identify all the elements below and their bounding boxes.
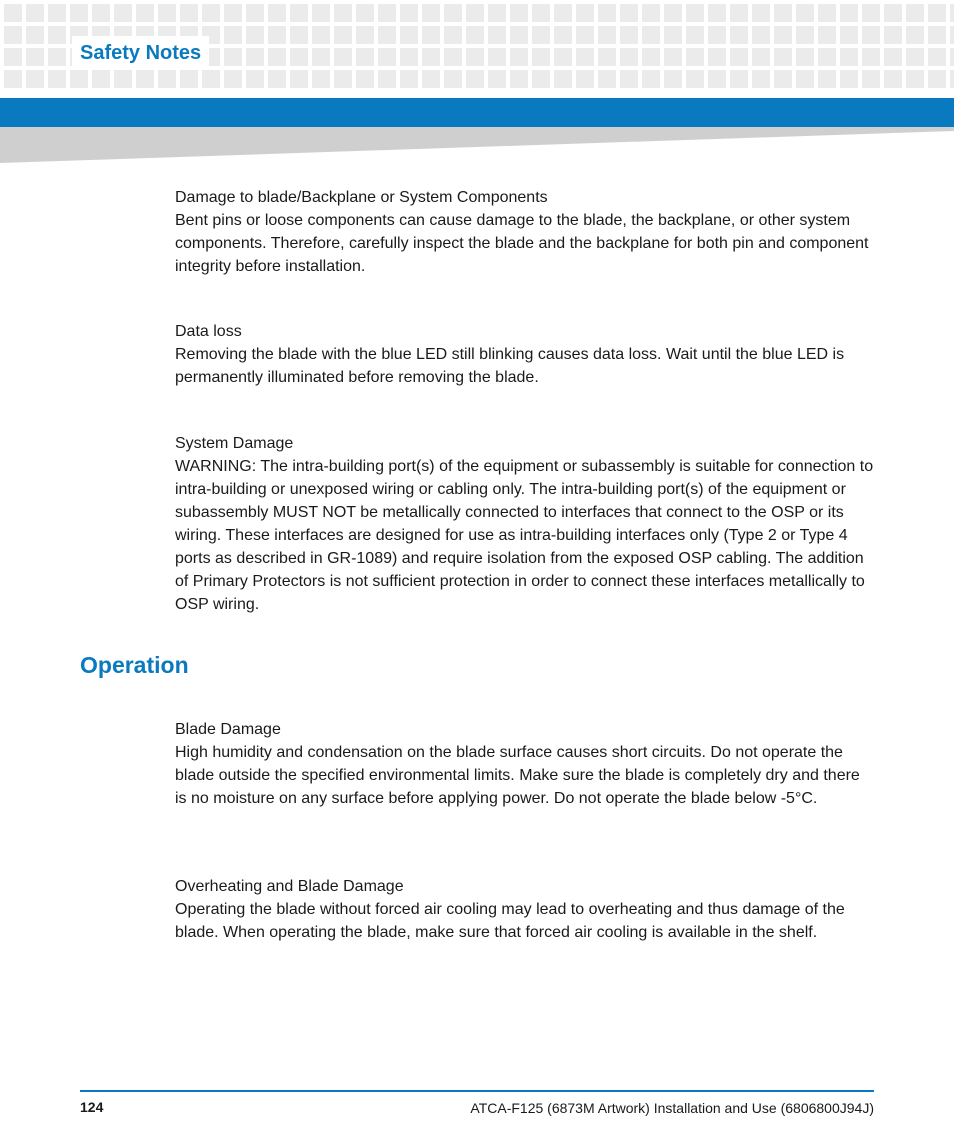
page-header-title: Safety Notes [72,36,209,70]
header-tile [598,4,616,22]
header-tile [224,4,242,22]
header-tile [664,70,682,88]
header-tile [26,48,44,66]
header-tile [576,26,594,44]
header-tile [642,48,660,66]
header-tile [290,48,308,66]
header-tile [532,26,550,44]
header-tile [356,48,374,66]
header-tile [378,70,396,88]
header-tile [488,26,506,44]
header-tile [400,4,418,22]
header-tile [334,70,352,88]
header-tile [862,48,880,66]
header-tile [466,26,484,44]
header-tile [796,48,814,66]
header-tile [224,48,242,66]
header-tile [928,4,946,22]
header-tile [334,48,352,66]
header-tile [70,70,88,88]
header-tile [422,48,440,66]
header-tile [730,26,748,44]
header-tile [840,4,858,22]
header-tile [466,4,484,22]
header-tile [774,70,792,88]
header-tile [510,26,528,44]
header-tile [774,4,792,22]
header-tile [180,4,198,22]
header-tile [884,70,902,88]
header-tile [686,70,704,88]
header-tile [510,70,528,88]
header-tile [4,48,22,66]
header-tile [554,26,572,44]
header-tile [598,48,616,66]
section-title-operation: Operation [80,652,189,678]
header-tile [224,70,242,88]
header-tile [818,26,836,44]
header-tile [202,4,220,22]
header-tile [928,48,946,66]
header-tile [862,4,880,22]
header-tile [642,26,660,44]
header-tile [202,70,220,88]
header-tile [620,26,638,44]
header-tile [664,26,682,44]
header-tile [466,48,484,66]
header-tile [730,70,748,88]
header-tile [26,4,44,22]
header-tile [664,48,682,66]
header-tile [796,4,814,22]
header-tile [510,4,528,22]
header-tile [928,70,946,88]
header-tile [532,70,550,88]
header-tile [620,70,638,88]
header-tile [752,26,770,44]
header-blue-bar [0,98,954,127]
note-body: High humidity and condensation on the blade surface causes short circuits. Do not operate the blade outside the specified environmental limits. Make sure the blade is completely dry and there is no moisture on any surface before applying power. Do not operate the blade below -5°C. [175,744,860,807]
header-tile [642,4,660,22]
header-tile [158,70,176,88]
header-tile [400,70,418,88]
header-tile [444,4,462,22]
header-tile [818,4,836,22]
header-tile [26,26,44,44]
header-tile [554,4,572,22]
header-tile [114,70,132,88]
header-tile [620,48,638,66]
header-tile [774,26,792,44]
header-tile [752,4,770,22]
note-heading: Overheating and Blade Damage [175,878,404,895]
header-tile [642,70,660,88]
safety-note-blade-components [175,186,875,278]
header-tile [400,26,418,44]
note-body: Removing the blade with the blue LED still blinking causes data loss. Wait until the blue LED is permanently illuminated before removing the blade. [175,346,845,386]
header-tile [862,26,880,44]
header-tile [246,26,264,44]
header-tile [312,26,330,44]
header-tile [620,4,638,22]
header-tile [576,4,594,22]
header-tile [268,4,286,22]
safety-note-system-damage [175,432,875,616]
header-tile [906,4,924,22]
header-tile [708,48,726,66]
header-tile [422,4,440,22]
footer-document-title: ATCA-F125 (6873M Artwork) Installation and Use (6806800J94J) [470,1100,874,1116]
header-tile [4,26,22,44]
header-tile [290,70,308,88]
header-tile [752,48,770,66]
header-tile [532,4,550,22]
header-tile [906,70,924,88]
header-tile [356,4,374,22]
header-tile [510,48,528,66]
safety-note-data-loss [175,320,875,389]
header-tile [444,26,462,44]
header-tile [268,48,286,66]
header-tile [598,70,616,88]
header-tile [48,4,66,22]
note-heading: Blade Damage [175,721,281,738]
header-tile [268,26,286,44]
header-tile [114,4,132,22]
header-tile [554,48,572,66]
header-tile [466,70,484,88]
header-gray-wedge [0,127,954,163]
note-heading: Data loss [175,323,242,340]
header-tile [136,70,154,88]
header-tile [26,70,44,88]
header-tile [356,26,374,44]
header-tile [92,70,110,88]
header-tile [334,4,352,22]
header-tile [818,70,836,88]
note-body: Operating the blade without forced air cooling may lead to overheating and thus damage of the blade. When operating the blade, make sure that forced air cooling is available in the shelf. [175,901,845,941]
header-tile [400,48,418,66]
header-tile [950,48,954,66]
header-tile [708,4,726,22]
header-tile [378,26,396,44]
header-tile [708,70,726,88]
header-tile [906,48,924,66]
header-tile [818,48,836,66]
header-tile [796,26,814,44]
header-tile [686,26,704,44]
note-body: Bent pins or loose components can cause damage to the blade, the backplane, or other system components. Therefore, carefully inspect the blade and the backplane for both pin and component integrity before installation. [175,212,869,275]
note-heading: Damage to blade/Backplane or System Components [175,189,548,206]
header-tile [356,70,374,88]
header-tile [884,26,902,44]
header-tile [312,70,330,88]
header-tile [840,26,858,44]
header-tile [268,70,286,88]
header-tile [576,48,594,66]
header-tile [246,48,264,66]
header-tile [246,70,264,88]
safety-note-blade-damage [175,718,875,810]
header-tile [796,70,814,88]
header-tile [444,48,462,66]
header-tile [752,70,770,88]
note-body: WARNING: The intra-building port(s) of the equipment or subassembly is suitable for connection to intra-building or unexposed wiring or cabling only. The intra-building port(s) of the equipment or subassembly MUST NOT be metallically connected to interfaces that connect to the OSP or its wiring. These interfaces are designed for use as intra-building interfaces only (Type 2 or Type 4 ports as described in GR-1089) and require isolation from the exposed OSP cabling. The addition of Primary Protectors is not sufficient protection in order to connect these interfaces metallically to OSP wiring. [175,458,874,613]
header-tile [950,26,954,44]
header-tile [224,26,242,44]
header-tile [4,70,22,88]
header-tile [950,4,954,22]
header-tile [862,70,880,88]
header-tile [444,70,462,88]
note-heading: System Damage [175,435,294,452]
header-tile [422,26,440,44]
header-tile [290,26,308,44]
header-tile [686,4,704,22]
header-tile [312,4,330,22]
header-tile [576,70,594,88]
header-tile [48,70,66,88]
header-tile [48,48,66,66]
header-tile [884,4,902,22]
header-tile [906,26,924,44]
header-tile [488,48,506,66]
header-tile [488,70,506,88]
header-tile [158,4,176,22]
header-tile [48,26,66,44]
header-tile [378,48,396,66]
header-tile [4,4,22,22]
header-tile [840,48,858,66]
header-tile [554,70,572,88]
header-tile [378,4,396,22]
header-tile [246,4,264,22]
header-tile [840,70,858,88]
footer-rule [80,1090,874,1092]
header-tile [730,4,748,22]
header-tile [422,70,440,88]
header-tile [312,48,330,66]
header-tile [708,26,726,44]
page-number: 124 [80,1099,104,1115]
header-tile [180,70,198,88]
header-tile [598,26,616,44]
header-tile [950,70,954,88]
header-tile [686,48,704,66]
safety-note-overheating [175,875,875,944]
header-tile [664,4,682,22]
header-tile [884,48,902,66]
header-tile [532,48,550,66]
header-tile [92,4,110,22]
header-tile [290,4,308,22]
header-tile [928,26,946,44]
header-tile [488,4,506,22]
header-tile [70,4,88,22]
header-tile [334,26,352,44]
header-tile [136,4,154,22]
header-tile [774,48,792,66]
header-tile [730,48,748,66]
